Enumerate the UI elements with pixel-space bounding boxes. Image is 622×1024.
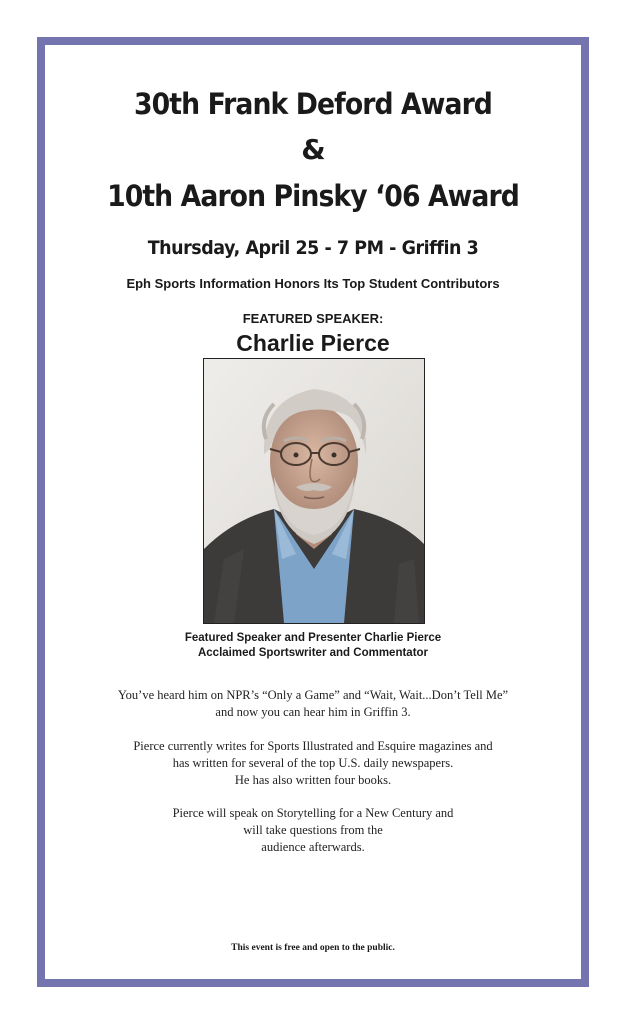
paragraph-line: You’ve heard him on NPR’s “Only a Game” and “Wait, Wait...Don’t Tell Me” (117, 688, 509, 702)
honors-subtitle: Eph Sports Information Honors Its Top Student Contributors (126, 276, 500, 291)
featured-speaker-label: FEATURED SPEAKER: (242, 311, 384, 326)
paragraph-line: and now you can hear him in Griffin 3. (215, 705, 411, 719)
free-event-note: This event is free and open to the public. (231, 943, 395, 953)
paragraph-line: has written for several of the top U.S. daily newspapers. (172, 756, 454, 770)
paragraph-line: audience afterwards. (261, 840, 365, 854)
paragraph-line: He has also written four books. (234, 773, 392, 787)
photo-caption-line-2: Acclaimed Sportswriter and Commentator (197, 647, 429, 659)
paragraph-line: Pierce will speak on Storytelling for a New Century and (172, 806, 454, 820)
paragraph-npr (45, 687, 581, 721)
speaker-name: Charlie Pierce (236, 330, 390, 356)
paragraph-line: will take questions from the (243, 823, 383, 837)
paragraph-line: Pierce currently writes for Sports Illustrated and Esquire magazines and (133, 739, 493, 753)
paragraph-writing (45, 738, 581, 789)
title-ampersand: & (301, 133, 325, 166)
poster-frame (37, 37, 589, 987)
award-title-2: 10th Aaron Pinsky ‘06 Award (107, 179, 519, 213)
speaker-photo (203, 358, 425, 624)
award-title-1: 30th Frank Deford Award (134, 87, 492, 121)
event-date-line: Thursday, April 25 - 7 PM - Griffin 3 (147, 237, 479, 259)
photo-caption-line-1: Featured Speaker and Presenter Charlie Pierce (184, 632, 442, 644)
paragraph-talk (45, 805, 581, 856)
